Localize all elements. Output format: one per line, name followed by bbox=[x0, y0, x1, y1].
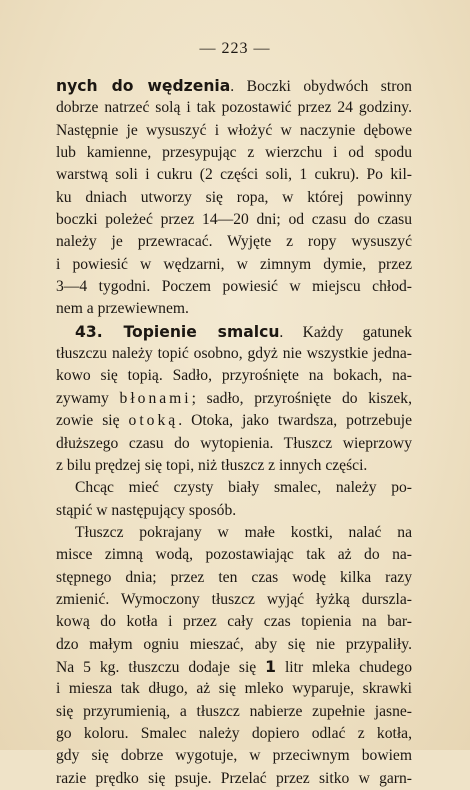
spaced-emphasis-text: otoką bbox=[128, 412, 179, 430]
bold-heading-text: 1 bbox=[265, 657, 277, 676]
text-run: zowie się bbox=[56, 412, 129, 430]
text-run: . Otoka, jako twardsza, potrzebuje bbox=[178, 412, 412, 430]
text-line bbox=[56, 768, 412, 790]
text-line bbox=[56, 410, 412, 432]
text-run: z bilu prędzej się topi, niż tłuszcz z innych części. bbox=[56, 456, 368, 474]
text-line bbox=[56, 75, 412, 97]
text-run: Na 5 kg. tłuszczu dodaje się bbox=[56, 658, 266, 676]
text-run: dzo małym ogniu mieszać, aby się nie przypaliły. bbox=[56, 635, 412, 653]
text-run: warstwą soli i cukru (2 części soli, 1 cukru). Po kil- bbox=[56, 166, 412, 184]
text-line bbox=[56, 365, 412, 387]
text-line bbox=[56, 500, 412, 522]
text-line bbox=[56, 343, 412, 365]
text-run: lub kamienne, przesypując z wierzchu i od spodu bbox=[56, 144, 412, 162]
text-line bbox=[56, 142, 412, 164]
text-line bbox=[56, 231, 412, 253]
text-run: Następnie je wysuszyć i włożyć w naczynie dębowe bbox=[56, 121, 412, 139]
text-run: gdy się dobrze wygotuje, w przeciwnym bowiem bbox=[56, 747, 412, 765]
text-run: 3—4 tygodni. Poczem powiesić w miejscu chłod- bbox=[56, 278, 412, 296]
text-run: zywamy bbox=[56, 389, 120, 407]
text-line bbox=[56, 97, 412, 119]
text-run: . Każdy gatunek bbox=[279, 323, 412, 341]
text-line bbox=[56, 589, 412, 611]
text-line bbox=[56, 678, 412, 700]
text-run: stąpić w następujący sposób. bbox=[56, 501, 237, 519]
text-run: boczki poleżeć przez 14—20 dni; od czasu do czasu bbox=[56, 211, 412, 229]
text-line bbox=[56, 164, 412, 186]
text-line bbox=[56, 634, 412, 656]
text-run: tłuszczu należy topić osobno, gdyż nie wszystkie jedna- bbox=[56, 345, 412, 363]
text-line bbox=[56, 567, 412, 589]
text-run: kową do kotła i przez cały czas topienia na bar- bbox=[56, 613, 412, 631]
text-line bbox=[56, 298, 412, 320]
text-run: Tłuszcz pokrajany w małe kostki, nalać na bbox=[75, 523, 412, 541]
text-run: dobrze natrzeć solą i tak pozostawić przez 24 godziny. bbox=[56, 99, 412, 117]
text-line bbox=[56, 723, 412, 745]
text-line bbox=[56, 656, 412, 678]
text-line bbox=[56, 455, 412, 477]
text-run: ku dniach utworzy się ropa, w której powinny bbox=[56, 188, 412, 206]
text-line bbox=[56, 388, 412, 410]
body-text bbox=[56, 75, 412, 790]
text-run: się przyrumienią, a tłuszcz nabierze zupełnie jasne- bbox=[56, 702, 412, 720]
text-run: . Boczki obydwóch stron bbox=[230, 78, 412, 95]
text-run: i miesza tak długo, aż się mleko wyparuje, skrawki bbox=[56, 680, 412, 698]
page-number: — 223 — bbox=[199, 40, 271, 57]
text-line bbox=[56, 477, 412, 499]
text-run: stępnego dnia; przez ten czas wodę kilka razy bbox=[56, 568, 412, 586]
text-run: razie prędko się psuje. Przelać przez sitko w garn- bbox=[56, 769, 412, 787]
text-line bbox=[56, 187, 412, 209]
text-run: i powiesić w wędzarni, w zimnym dymie, przez bbox=[56, 255, 412, 273]
text-line bbox=[56, 544, 412, 566]
text-run: nem a przewiewnem. bbox=[56, 300, 189, 318]
text-line bbox=[56, 120, 412, 142]
text-line bbox=[56, 522, 412, 544]
spaced-emphasis-text: błonami bbox=[119, 389, 192, 407]
text-line bbox=[56, 209, 412, 231]
text-line bbox=[56, 745, 412, 767]
text-run: należy je przewracać. Wyjęte z ropy wysuszyć bbox=[56, 233, 412, 251]
text-run: dłuższego czasu do wytopienia. Tłuszcz wieprzowy bbox=[56, 434, 412, 452]
text-line bbox=[56, 701, 412, 723]
text-run: litr mleka chudego bbox=[276, 658, 412, 676]
text-run: zmienić. Wymoczony tłuszcz wyjąć łyżką durszla- bbox=[56, 590, 412, 608]
bold-heading-text: 43. Topienie smalcu bbox=[75, 322, 280, 341]
text-line bbox=[56, 433, 412, 455]
text-line bbox=[56, 321, 412, 343]
text-run: go koloru. Smalec należy dopiero odlać z kotła, bbox=[56, 724, 412, 742]
text-line bbox=[56, 276, 412, 298]
text-run: misce zimną wodą, pozostawiając tak aż do na- bbox=[56, 546, 412, 564]
text-run: Chcąc mieć czysty biały smalec, należy po- bbox=[75, 479, 412, 497]
bold-heading-text: nych do wędzenia bbox=[56, 77, 231, 95]
text-run: ; sadło, przyrośnięte do kiszek, bbox=[191, 389, 412, 407]
text-run: kowo się topią. Sadło, przyrośnięte na bokach, na- bbox=[56, 367, 412, 385]
text-line bbox=[56, 254, 412, 276]
text-line bbox=[56, 611, 412, 633]
